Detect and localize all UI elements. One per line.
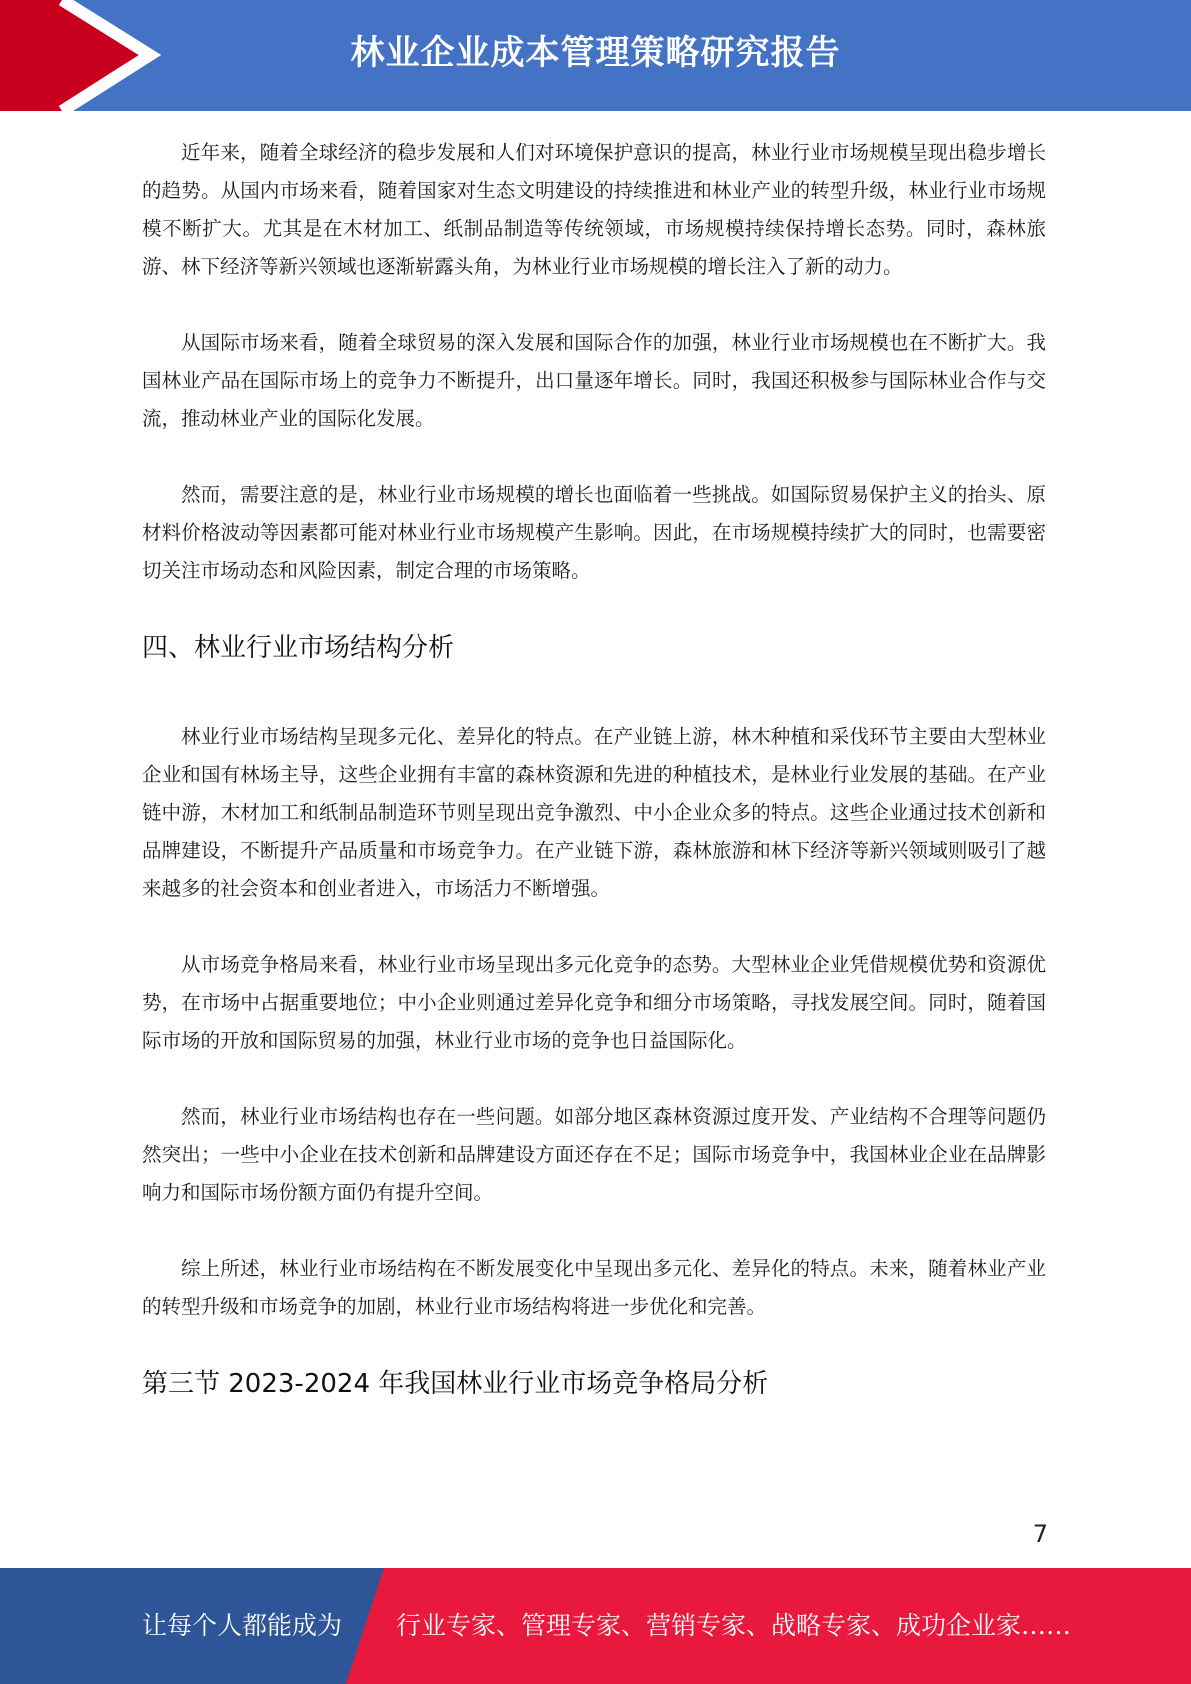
- paragraph: 然而，需要注意的是，林业行业市场规模的增长也面临着一些挑战。如国际贸易保护主义的抬头、原材料价格波动等因素都可能对林业行业市场规模产生影响。因此，在市场规模持续扩大的同时，也需要密切关注市场动态和风险因素，制定合理的市场策略。: [142, 483, 1046, 582]
- paragraph: 从国际市场来看，随着全球贸易的深入发展和国际合作的加强，林业行业市场规模也在不断扩大。我国林业产品在国际市场上的竞争力不断提升，出口量逐年增长。同时，我国还积极参与国际林业合作与交流，推动林业产业的国际化发展。: [142, 331, 1046, 430]
- paragraph: 近年来，随着全球经济的稳步发展和人们对环境保护意识的提高，林业行业市场规模呈现出稳步增长的趋势。从国内市场来看，随着国家对生态文明建设的持续推进和林业产业的转型升级，林业行业市场规模不断扩大。尤其是在木材加工、纸制品制造等传统领域，市场规模持续保持增长态势。同时，森林旅游、林下经济等新兴领域也逐渐崭露头角，为林业行业市场规模的增长注入了新的动力。: [142, 141, 1046, 278]
- section-heading: 四、林业行业市场结构分析: [142, 633, 455, 663]
- page-header: [0, 0, 1191, 111]
- paragraph: 林业行业市场结构呈现多元化、差异化的特点。在产业链上游，林木种植和采伐环节主要由大型林业企业和国有林场主导，这些企业拥有丰富的森林资源和先进的种植技术，是林业行业发展的基础。在产业链中游，木材加工和纸制品制造环节则呈现出竞争激烈、中小企业众多的特点。这些企业通过技术创新和品牌建设，不断提升产品质量和市场竞争力。在产业链下游，森林旅游和林下经济等新兴领域则吸引了越来越多的社会资本和创业者进入，市场活力不断增强。: [142, 725, 1046, 900]
- page-number: 7: [1032, 1520, 1048, 1548]
- section-heading: 第三节 2023-2024 年我国林业行业市场竞争格局分析: [142, 1369, 769, 1399]
- page-content: [142, 134, 1046, 1404]
- report-title: 林业企业成本管理策略研究报告: [350, 33, 841, 73]
- footer-slogan-left: 让每个人都能成为: [142, 1611, 343, 1640]
- paragraph: 从市场竞争格局来看，林业行业市场呈现出多元化竞争的态势。大型林业企业凭借规模优势和资源优势，在市场中占据重要地位；中小企业则通过差异化竞争和细分市场策略，寻找发展空间。同时，随着国际市场的开放和国际贸易的加强，林业行业市场的竞争也日益国际化。: [142, 953, 1046, 1052]
- paragraph: 综上所述，林业行业市场结构在不断发展变化中呈现出多元化、差异化的特点。未来，随着林业产业的转型升级和市场竞争的加剧，林业行业市场结构将进一步优化和完善。: [142, 1257, 1046, 1318]
- paragraph: 然而，林业行业市场结构也存在一些问题。如部分地区森林资源过度开发、产业结构不合理等问题仍然突出；一些中小企业在技术创新和品牌建设方面还存在不足；国际市场竞争中，我国林业企业在品牌影响力和国际市场份额方面仍有提升空间。: [142, 1105, 1046, 1204]
- footer-slogan-right: 行业专家、管理专家、营销专家、战略专家、成功企业家……: [396, 1611, 1072, 1640]
- page-footer: [0, 1568, 1191, 1684]
